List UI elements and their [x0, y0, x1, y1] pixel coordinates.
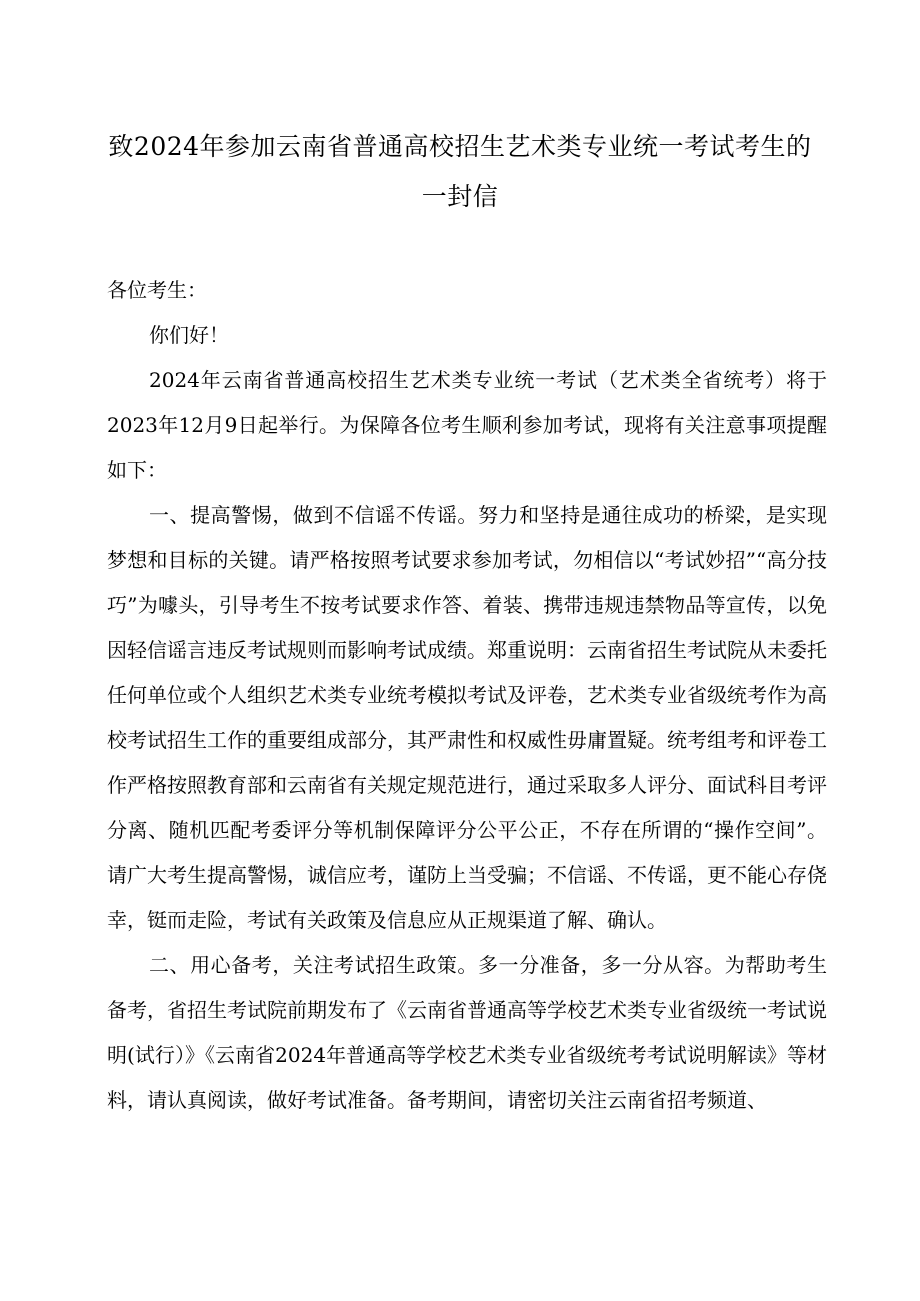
paragraph-section-1: 一、提高警惕，做到不信谣不传谣。努力和坚持是通往成功的桥梁，是实现梦想和目标的关键。请严格按照考试要求参加考试，勿相信以“考试妙招”“高分技巧”为噱头，引导考生不按考试要求作答、着装、携带违规违禁物品等宣传，以免因轻信谣言违反考试规则而影响考试成绩。郑重说明：云南省招生考试院从未委托任何单位或个人组织艺术类专业统考模拟考试及评卷，艺术类专业省级统考作为高校考试招生工作的重要组成部分，其严肃性和权威性毋庸置疑。统考组考和评卷工作严格按照教育部和云南省有关规定规范进行，通过采取多人评分、面试科目考评分离、随机匹配考委评分等机制保障评分公平公正，不存在所谓的“操作空间”。请广大考生提高警惕，诚信应考，谨防上当受骗；不信谣、不传谣，更不能心存侥幸，铤而走险，考试有关政策及信息应从正规渠道了解、确认。 — [107, 503, 827, 932]
salutation: 各位考生： — [107, 278, 207, 302]
paragraph-section-2: 二、用心备考，关注考试招生政策。多一分准备，多一分从容。为帮助考生备考，省招生考试院前期发布了《云南省普通高等学校艺术类专业省级统一考试说明(试行）》《云南省2024年普通高等学校艺术类专业省级统考考试说明解读》等材料，请认真阅读，做好考试准备。备考期间，请密切关注云南省招考频道、 — [107, 953, 827, 1112]
paragraph-intro: 2024年云南省普通高校招生艺术类专业统一考试（艺术类全省统考）将于2023年12月9日起举行。为保障各位考生顺利参加考试，现将有关注意事项提醒如下： — [107, 368, 827, 482]
title-line-2: 一封信 — [421, 182, 499, 211]
title-line-1: 致2024年参加云南省普通高校招生艺术类专业统一考试考生的 — [108, 132, 812, 161]
document-body — [107, 268, 827, 1123]
document-title — [100, 122, 820, 222]
greeting: 你们好！ — [149, 323, 229, 347]
